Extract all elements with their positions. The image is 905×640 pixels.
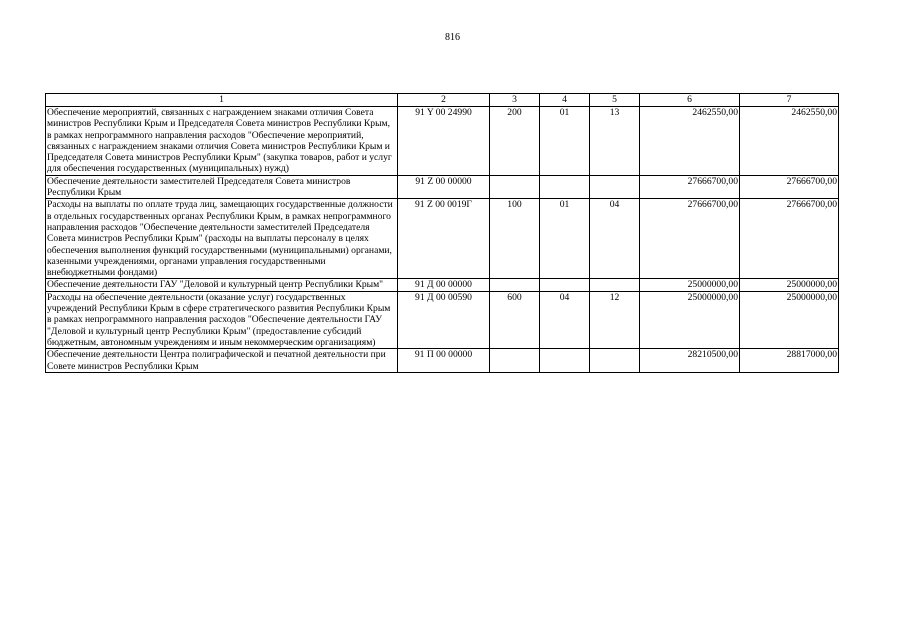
section-code bbox=[540, 279, 590, 291]
target-article-code: 91 Z 00 00000 bbox=[398, 175, 490, 199]
amount-col7: 25000000,00 bbox=[740, 291, 839, 348]
table-row bbox=[46, 279, 839, 291]
expense-type-code: 100 bbox=[490, 199, 540, 279]
budget-table bbox=[45, 93, 839, 373]
amount-col6: 2462550,00 bbox=[640, 107, 740, 176]
amount-col6: 27666700,00 bbox=[640, 175, 740, 199]
table-row bbox=[46, 349, 839, 373]
expense-name: Обеспечение деятельности заместителей Председателя Совета министров Республики Крым bbox=[46, 175, 398, 199]
expense-name: Обеспечение деятельности ГАУ "Деловой и культурный центр Республики Крым" bbox=[46, 279, 398, 291]
section-code bbox=[540, 349, 590, 373]
section-code bbox=[540, 175, 590, 199]
target-article-code: 91 П 00 00000 bbox=[398, 349, 490, 373]
section-code: 04 bbox=[540, 291, 590, 348]
amount-col6: 27666700,00 bbox=[640, 199, 740, 279]
expense-type-code bbox=[490, 349, 540, 373]
amount-col7: 2462550,00 bbox=[740, 107, 839, 176]
target-article-code: 91 Д 00 00000 bbox=[398, 279, 490, 291]
amount-col6: 25000000,00 bbox=[640, 291, 740, 348]
amount-col6: 25000000,00 bbox=[640, 279, 740, 291]
amount-col6: 28210500,00 bbox=[640, 349, 740, 373]
subsection-code: 13 bbox=[590, 107, 640, 176]
expense-type-code: 200 bbox=[490, 107, 540, 176]
subsection-code bbox=[590, 279, 640, 291]
expense-name: Расходы на выплаты по оплате труда лиц, замещающих государственные должности в отдельных государственных органах Республики Крым, в рамках непрограммного направления расходов "Обеспечение деятельности заместителей Председателя Совета министров Республики Крым" (расходы на выплаты персоналу в целях обеспечения выполнения функций государственными (муниципальными) органами, казенными учреждениями, органами управления государственными внебюджетными фондами) bbox=[46, 199, 398, 279]
amount-col7: 27666700,00 bbox=[740, 199, 839, 279]
table-row bbox=[46, 199, 839, 279]
target-article-code: 91 Д 00 00590 bbox=[398, 291, 490, 348]
column-header: 3 bbox=[490, 94, 540, 107]
column-header: 7 bbox=[740, 94, 839, 107]
table-row bbox=[46, 291, 839, 348]
column-header: 2 bbox=[398, 94, 490, 107]
table-row bbox=[46, 175, 839, 199]
expense-name: Расходы на обеспечение деятельности (оказание услуг) государственных учреждений Республики Крым в сфере стратегического развития Республики Крым в рамках непрограммного направления расходов "Обеспечение деятельности ГАУ "Деловой и культурный центр Республики Крым" (предоставление субсидий бюджетным, автономным учреждениям и иным некоммерческим организациям) bbox=[46, 291, 398, 348]
subsection-code: 04 bbox=[590, 199, 640, 279]
table-header-row bbox=[46, 94, 839, 107]
amount-col7: 27666700,00 bbox=[740, 175, 839, 199]
target-article-code: 91 Z 00 0019Г bbox=[398, 199, 490, 279]
subsection-code bbox=[590, 175, 640, 199]
expense-type-code bbox=[490, 279, 540, 291]
column-header: 6 bbox=[640, 94, 740, 107]
column-header: 5 bbox=[590, 94, 640, 107]
amount-col7: 25000000,00 bbox=[740, 279, 839, 291]
column-header: 4 bbox=[540, 94, 590, 107]
expense-name: Обеспечение деятельности Центра полиграфической и печатной деятельности при Совете министров Республики Крым bbox=[46, 349, 398, 373]
page-number: 816 bbox=[445, 32, 460, 43]
expense-name: Обеспечение мероприятий, связанных с награждением знаками отличия Совета министров Республики Крым и Председателя Совета министров Республики Крым, в рамках непрограммного направления расходов "Обеспечение мероприятий, связанных с награждением знаками отличия Совета министров Республики Крым и Председателя Совета министров Республики Крым" (закупка товаров, работ и услуг для обеспечения государственных (муниципальных) нужд) bbox=[46, 107, 398, 176]
subsection-code bbox=[590, 349, 640, 373]
section-code: 01 bbox=[540, 199, 590, 279]
expense-type-code bbox=[490, 175, 540, 199]
amount-col7: 28817000,00 bbox=[740, 349, 839, 373]
expense-type-code: 600 bbox=[490, 291, 540, 348]
table-row bbox=[46, 107, 839, 176]
target-article-code: 91 Y 00 24990 bbox=[398, 107, 490, 176]
column-header: 1 bbox=[46, 94, 398, 107]
subsection-code: 12 bbox=[590, 291, 640, 348]
section-code: 01 bbox=[540, 107, 590, 176]
